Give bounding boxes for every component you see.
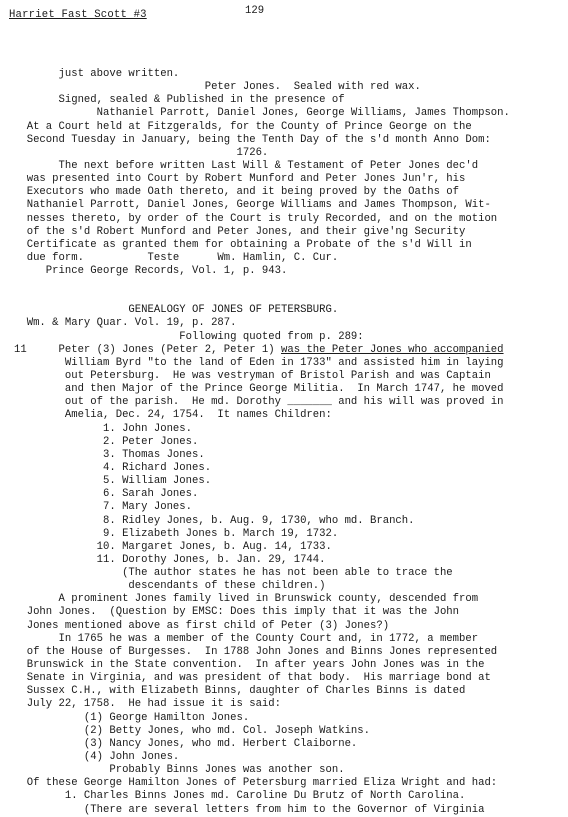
text-line: Of these George Hamilton Jones of Petersburg married Eliza Wright and had:	[14, 777, 498, 790]
text-line: descendants of these children.)	[14, 580, 326, 593]
section-gap	[14, 278, 564, 304]
text-line: (The author states he has not been able to trace the	[14, 567, 453, 580]
text-line: 1. Charles Binns Jones md. Caroline Du Brutz of North Carolina.	[14, 790, 466, 803]
text-line: Signed, sealed & Published in the presence of	[14, 94, 345, 107]
text-line: 6. Sarah Jones.	[14, 488, 199, 501]
page-number: 129	[245, 5, 265, 17]
genealogy-section	[14, 304, 564, 816]
text-line: Executors who made Oath thereto, and it being proved by the Oaths of	[14, 186, 460, 199]
section-heading: GENEALOGY OF JONES OF PETERSBURG.	[14, 304, 339, 317]
text-line: Nathaniel Parrott, Daniel Jones, George Williams, James Thompson.	[14, 107, 510, 120]
text-line: 4. Richard Jones.	[14, 461, 212, 474]
text-line: Sussex C.H., with Elizabeth Binns, daughter of Charles Binns is dated	[14, 685, 466, 698]
text-line: (3) Nancy Jones, who md. Herbert Claiborne.	[14, 737, 358, 750]
text-line: A prominent Jones family lived in Brunswick county, descended from	[14, 593, 479, 606]
text-line: (1) George Hamilton Jones.	[14, 711, 250, 724]
text-line: 7. Mary Jones.	[14, 501, 193, 514]
text-line: Certificate as granted them for obtaining a Probate of the s'd Will in	[14, 238, 472, 251]
text-line: 9. Elizabeth Jones b. March 19, 1732.	[14, 527, 339, 540]
page-header-title: Harriet Fast Scott #3	[9, 9, 147, 21]
text-line: Second Tuesday in January, being the Tenth Day of the s'd month Anno Dom:	[14, 133, 491, 146]
text-line: 8. Ridley Jones, b. Aug. 9, 1730, who md. Branch.	[14, 514, 415, 527]
text-line: out of the parish. He md. Dorothy _______ and his will was proved in	[14, 396, 504, 409]
text-line: In 1765 he was a member of the County Court and, in 1772, a member	[14, 632, 479, 645]
text-line: At a Court held at Fitzgeralds, for the County of Prince George on the	[14, 120, 472, 133]
entry-11-prefix: 11 Peter (3) Jones (Peter 2, Peter 1)	[14, 343, 282, 356]
text-line: due form. Teste Wm. Hamlin, C. Cur.	[14, 251, 339, 264]
text-line: 5. William Jones.	[14, 475, 212, 488]
text-line: Prince George Records, Vol. 1, p. 943.	[14, 265, 288, 278]
text-line: just above written.	[14, 68, 180, 80]
text-line: Nathaniel Parrott, Daniel Jones, George Williams and James Thompson, Wit-	[14, 199, 491, 212]
text-line: John Jones. (Question by EMSC: Does this imply that it was the John	[14, 606, 460, 619]
entry-11-first-line	[14, 344, 564, 357]
document-body	[14, 68, 564, 817]
entry-11-body	[14, 357, 564, 817]
text-line: nesses thereto, by order of the Court is truly Recorded, and on the motion	[14, 212, 498, 225]
entry-11-underlined-text: was the Peter Jones who accompanied	[281, 343, 504, 356]
text-line: (2) Betty Jones, who md. Col. Joseph Watkins.	[14, 724, 371, 737]
text-line: 1726.	[14, 146, 269, 159]
text-line: 3. Thomas Jones.	[14, 448, 205, 461]
text-line: The next before written Last Will & Testament of Peter Jones dec'd	[14, 159, 479, 172]
text-line: out Petersburg. He was vestryman of Bristol Parish and was Captain	[14, 369, 491, 382]
text-line: 1. John Jones.	[14, 422, 193, 435]
text-line: (There are several letters from him to the Governor of Virginia	[14, 803, 485, 816]
text-line: Probably Binns Jones was another son.	[14, 764, 345, 777]
text-line: (4) John Jones.	[14, 751, 180, 764]
will-record-section	[14, 68, 564, 278]
text-line: Wm. & Mary Quar. Vol. 19, p. 287.	[14, 317, 237, 330]
text-line: and then Major of the Prince George Militia. In March 1747, he moved	[14, 383, 504, 396]
text-line: 10. Margaret Jones, b. Aug. 14, 1733.	[14, 540, 332, 553]
text-line: was presented into Court by Robert Munford and Peter Jones Jun'r, his	[14, 173, 466, 186]
text-line: Jones mentioned above as first child of Peter (3) Jones?)	[14, 619, 390, 632]
text-line: Following quoted from p. 289:	[14, 330, 364, 343]
text-line: Peter Jones. Sealed with red wax.	[14, 81, 421, 94]
text-line: July 22, 1758. He had issue it is said:	[14, 698, 282, 711]
citation-lines	[14, 317, 564, 343]
text-line: 2. Peter Jones.	[14, 435, 199, 448]
text-line: William Byrd "to the land of Eden in 1733" and assisted him in laying	[14, 356, 504, 369]
text-line: Amelia, Dec. 24, 1754. It names Children:	[14, 409, 332, 422]
text-line: 11. Dorothy Jones, b. Jan. 29, 1744.	[14, 553, 326, 566]
text-line: of the s'd Robert Munford and Peter Jones, and their give'ng Security	[14, 225, 466, 238]
text-line: Brunswick in the State convention. In after years John Jones was in the	[14, 659, 485, 672]
text-line: Senate in Virginia, and was president of that body. His marriage bond at	[14, 672, 491, 685]
text-line: of the House of Burgesses. In 1788 John Jones and Binns Jones represented	[14, 645, 498, 658]
